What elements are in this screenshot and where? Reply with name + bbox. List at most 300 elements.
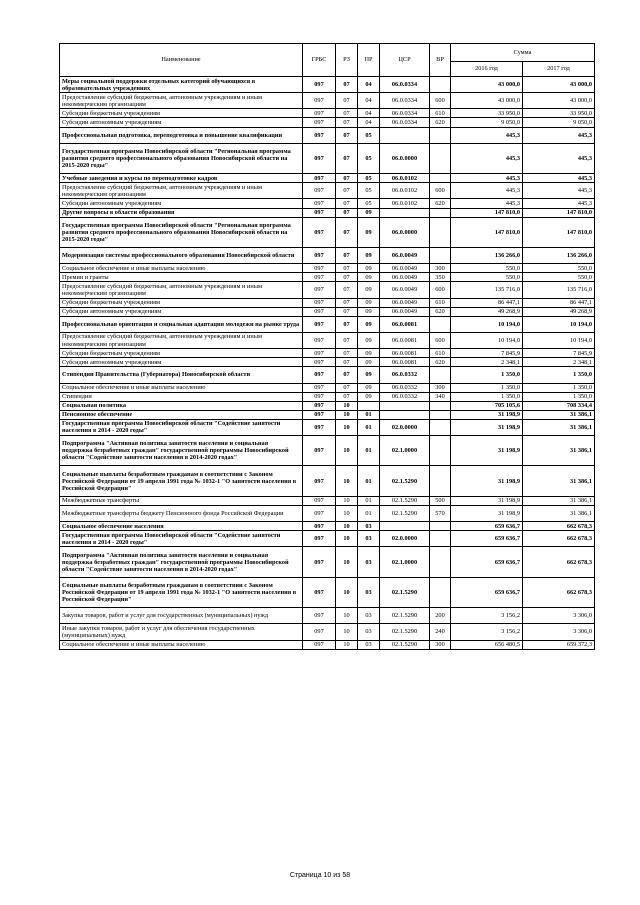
cell-name: Субсидии бюджетным учреждениям — [60, 109, 303, 118]
cell-pr: 01 — [358, 410, 380, 419]
table-row — [60, 367, 595, 383]
cell-name: Субсидии автономным учреждениям — [60, 199, 303, 208]
cell-name: Государственная программа Новосибирской области "Содействие занятости населения в 2014 - 2020 годы" — [60, 531, 303, 547]
cell-name: Учебные заведения и курсы по переподготовке кадров — [60, 174, 303, 183]
cell-grbs: 097 — [303, 367, 336, 383]
table-row — [60, 419, 595, 435]
cell-sum-2017: 86 447,1 — [523, 298, 595, 307]
cell-grbs: 097 — [303, 273, 336, 282]
cell-sum-2017: 662 678,3 — [523, 547, 595, 577]
budget-table — [59, 43, 595, 650]
cell-pr: 09 — [358, 282, 380, 298]
cell-csr — [380, 410, 430, 419]
table-row — [60, 640, 595, 649]
cell-grbs: 097 — [303, 316, 336, 332]
table-row — [60, 547, 595, 577]
cell-pr: 03 — [358, 640, 380, 649]
cell-rz: 07 — [336, 273, 358, 282]
cell-rz: 07 — [336, 316, 358, 332]
cell-vr: 610 — [430, 349, 451, 358]
budget-table-page — [59, 43, 594, 650]
cell-sum-2017: 445,3 — [523, 199, 595, 208]
cell-csr: 06.0.0332 — [380, 383, 430, 392]
cell-csr: 06.0.0332 — [380, 392, 430, 401]
header-pr: ПР — [358, 44, 380, 77]
cell-pr: 09 — [358, 208, 380, 217]
cell-name: Профессиональная ориентация и социальная адаптация молодежи на рынке труда — [60, 316, 303, 332]
cell-name: Стипендии Правительства (Губернатора) Новосибирской области — [60, 367, 303, 383]
cell-grbs: 097 — [303, 93, 336, 109]
cell-sum-2016: 9 050,0 — [451, 118, 523, 127]
cell-sum-2017: 7 845,9 — [523, 349, 595, 358]
cell-vr: 600 — [430, 282, 451, 298]
cell-sum-2016: 1 350,0 — [451, 392, 523, 401]
cell-sum-2017: 31 386,1 — [523, 505, 595, 521]
cell-csr — [380, 127, 430, 143]
table-row — [60, 410, 595, 419]
cell-vr: 620 — [430, 358, 451, 367]
table-row — [60, 505, 595, 521]
cell-pr: 03 — [358, 608, 380, 624]
cell-sum-2016: 31 198,9 — [451, 436, 523, 466]
cell-grbs: 097 — [303, 282, 336, 298]
cell-csr: 02.1.0000 — [380, 436, 430, 466]
table-row — [60, 383, 595, 392]
cell-name: Социальное обеспечение и иные выплаты населению — [60, 383, 303, 392]
cell-vr — [430, 77, 451, 93]
cell-name: Государственная программа Новосибирской области "Содействие занятости населения в 2014 - 2020 годы" — [60, 419, 303, 435]
cell-rz: 07 — [336, 174, 358, 183]
cell-sum-2016: 86 447,1 — [451, 298, 523, 307]
cell-name: Предоставление субсидий бюджетным, автономным учреждениям и иным некоммерческим организациям — [60, 183, 303, 199]
cell-vr — [430, 547, 451, 577]
cell-rz: 07 — [336, 383, 358, 392]
cell-pr: 04 — [358, 77, 380, 93]
cell-pr: 05 — [358, 174, 380, 183]
table-row — [60, 496, 595, 505]
cell-pr: 03 — [358, 624, 380, 640]
cell-csr: 06.0.0334 — [380, 93, 430, 109]
cell-name: Стипендии — [60, 392, 303, 401]
cell-name: Межбюджетные трансферты бюджету Пенсионного фонда Российской Федерации — [60, 505, 303, 521]
cell-sum-2016: 659 636,7 — [451, 577, 523, 607]
cell-sum-2016: 31 198,9 — [451, 496, 523, 505]
table-row — [60, 624, 595, 640]
cell-sum-2017: 2 348,1 — [523, 358, 595, 367]
cell-vr: 240 — [430, 624, 451, 640]
cell-vr: 340 — [430, 392, 451, 401]
cell-vr — [430, 436, 451, 466]
cell-grbs: 097 — [303, 127, 336, 143]
cell-vr: 600 — [430, 93, 451, 109]
cell-csr: 06.0.0081 — [380, 316, 430, 332]
cell-grbs: 097 — [303, 183, 336, 199]
cell-rz: 07 — [336, 199, 358, 208]
cell-csr: 06.0.0334 — [380, 118, 430, 127]
table-row — [60, 349, 595, 358]
cell-vr: 300 — [430, 264, 451, 273]
cell-pr: 05 — [358, 143, 380, 173]
cell-pr: 09 — [358, 298, 380, 307]
cell-sum-2016: 31 198,9 — [451, 419, 523, 435]
cell-grbs: 097 — [303, 608, 336, 624]
cell-csr: 02.0.0000 — [380, 419, 430, 435]
cell-sum-2016: 445,3 — [451, 199, 523, 208]
page-number: Страница 10 из 58 — [289, 872, 351, 879]
table-row — [60, 199, 595, 208]
cell-name: Подпрограмма "Активная политика занятости населения и социальная поддержка безработных граждан" государственной программы Новосибирской области "Содействие занятости населения в 2014-2020 годах" — [60, 436, 303, 466]
table-row — [60, 77, 595, 93]
cell-name: Иные закупки товаров, работ и услуг для обеспечения государственных (муниципальных) нужд — [60, 624, 303, 640]
cell-rz: 07 — [336, 208, 358, 217]
cell-csr: 06.0.0332 — [380, 367, 430, 383]
table-row — [60, 248, 595, 264]
cell-sum-2016: 49 268,9 — [451, 307, 523, 316]
cell-pr: 09 — [358, 307, 380, 316]
cell-name: Премии и гранты — [60, 273, 303, 282]
cell-sum-2016: 659 636,7 — [451, 531, 523, 547]
table-row — [60, 298, 595, 307]
table-row — [60, 392, 595, 401]
cell-grbs: 097 — [303, 496, 336, 505]
cell-csr: 02.1.5290 — [380, 624, 430, 640]
cell-csr: 06.0.0102 — [380, 199, 430, 208]
cell-grbs: 097 — [303, 624, 336, 640]
cell-name: Закупка товаров, работ и услуг для государственных (муниципальных) нужд — [60, 608, 303, 624]
cell-name: Предоставление субсидий бюджетным, автономным учреждениям и иным некоммерческим организациям — [60, 332, 303, 348]
cell-pr: 03 — [358, 577, 380, 607]
cell-grbs: 097 — [303, 383, 336, 392]
cell-sum-2017: 3 306,0 — [523, 624, 595, 640]
table-row — [60, 307, 595, 316]
cell-pr: 09 — [358, 273, 380, 282]
cell-vr: 620 — [430, 118, 451, 127]
cell-rz: 10 — [336, 496, 358, 505]
cell-vr — [430, 410, 451, 419]
cell-pr: 05 — [358, 183, 380, 199]
cell-rz: 10 — [336, 410, 358, 419]
cell-sum-2016: 7 845,9 — [451, 349, 523, 358]
cell-sum-2017: 550,0 — [523, 273, 595, 282]
cell-pr: 04 — [358, 109, 380, 118]
cell-sum-2017: 550,0 — [523, 264, 595, 273]
table-row — [60, 358, 595, 367]
cell-pr: 01 — [358, 505, 380, 521]
cell-sum-2017: 31 386,1 — [523, 466, 595, 496]
cell-sum-2017: 662 678,3 — [523, 522, 595, 531]
cell-csr: 06.0.0081 — [380, 358, 430, 367]
cell-pr: 09 — [358, 316, 380, 332]
cell-name: Государственная программа Новосибирской области "Региональная программа развития среднего профессионального образования Новосибирской области на 2015-2020 годы" — [60, 143, 303, 173]
cell-rz: 07 — [336, 109, 358, 118]
cell-pr: 05 — [358, 127, 380, 143]
header-vr: ВР — [430, 44, 451, 77]
cell-sum-2016: 147 810,0 — [451, 208, 523, 217]
cell-grbs: 097 — [303, 358, 336, 367]
cell-csr: 02.1.5290 — [380, 496, 430, 505]
cell-vr: 620 — [430, 307, 451, 316]
table-row — [60, 401, 595, 410]
cell-name: Пенсионное обеспечение — [60, 410, 303, 419]
cell-sum-2017: 31 386,1 — [523, 496, 595, 505]
cell-sum-2017: 1 350,0 — [523, 383, 595, 392]
cell-grbs: 097 — [303, 410, 336, 419]
cell-grbs: 097 — [303, 248, 336, 264]
cell-grbs: 097 — [303, 436, 336, 466]
cell-sum-2017: 31 386,1 — [523, 436, 595, 466]
cell-name: Социальные выплаты безработным гражданам в соответствии с Законом Российской Федерации от 19 апреля 1991 года № 1032-1 "О занятости населения в Российской Федерации" — [60, 577, 303, 607]
cell-csr: 06.0.0049 — [380, 264, 430, 273]
cell-rz: 07 — [336, 367, 358, 383]
cell-rz: 07 — [336, 183, 358, 199]
cell-pr: 01 — [358, 419, 380, 435]
cell-name: Социальное обеспечение населения — [60, 522, 303, 531]
cell-grbs: 097 — [303, 217, 336, 247]
cell-rz: 10 — [336, 608, 358, 624]
cell-sum-2017: 445,3 — [523, 127, 595, 143]
cell-rz: 10 — [336, 531, 358, 547]
cell-rz: 10 — [336, 466, 358, 496]
cell-pr: 01 — [358, 496, 380, 505]
cell-name: Модернизация системы профессионального образования Новосибирской области — [60, 248, 303, 264]
cell-pr: 09 — [358, 392, 380, 401]
cell-vr — [430, 531, 451, 547]
cell-pr: 01 — [358, 466, 380, 496]
cell-rz: 10 — [336, 522, 358, 531]
cell-sum-2016: 135 716,0 — [451, 282, 523, 298]
cell-grbs: 097 — [303, 298, 336, 307]
cell-name: Субсидии бюджетным учреждениям — [60, 298, 303, 307]
cell-vr: 300 — [430, 383, 451, 392]
cell-vr — [430, 522, 451, 531]
cell-csr: 02.1.5290 — [380, 608, 430, 624]
cell-vr: 610 — [430, 298, 451, 307]
cell-sum-2016: 3 156,2 — [451, 608, 523, 624]
cell-sum-2016: 33 950,0 — [451, 109, 523, 118]
cell-csr — [380, 401, 430, 410]
cell-sum-2017: 147 810,0 — [523, 208, 595, 217]
cell-csr: 06.0.0081 — [380, 349, 430, 358]
table-row — [60, 522, 595, 531]
cell-rz: 07 — [336, 264, 358, 273]
cell-sum-2016: 31 198,9 — [451, 466, 523, 496]
cell-pr: 09 — [358, 367, 380, 383]
cell-sum-2017: 662 678,3 — [523, 577, 595, 607]
header-sum: Сумма — [451, 44, 595, 62]
cell-sum-2016: 10 194,0 — [451, 332, 523, 348]
cell-sum-2017: 445,3 — [523, 174, 595, 183]
cell-name: Межбюджетные трансферты — [60, 496, 303, 505]
cell-sum-2016: 659 636,7 — [451, 547, 523, 577]
cell-grbs: 097 — [303, 547, 336, 577]
cell-grbs: 097 — [303, 392, 336, 401]
cell-sum-2016: 705 105,6 — [451, 401, 523, 410]
cell-vr: 620 — [430, 199, 451, 208]
cell-csr: 02.0.0000 — [380, 531, 430, 547]
cell-vr — [430, 577, 451, 607]
cell-vr: 600 — [430, 183, 451, 199]
cell-sum-2017: 662 678,3 — [523, 531, 595, 547]
table-row — [60, 208, 595, 217]
cell-grbs: 097 — [303, 466, 336, 496]
cell-sum-2016: 43 000,0 — [451, 93, 523, 109]
table-row — [60, 282, 595, 298]
cell-sum-2016: 445,3 — [451, 174, 523, 183]
cell-pr: 09 — [358, 383, 380, 392]
cell-vr — [430, 466, 451, 496]
cell-grbs: 097 — [303, 118, 336, 127]
cell-grbs: 097 — [303, 401, 336, 410]
cell-csr: 06.0.0000 — [380, 217, 430, 247]
cell-pr: 03 — [358, 531, 380, 547]
cell-sum-2017: 10 194,0 — [523, 332, 595, 348]
cell-vr — [430, 208, 451, 217]
cell-pr: 04 — [358, 93, 380, 109]
cell-name: Меры социальной поддержки отдельных категорий обучающихся в образовательных учреждениях — [60, 77, 303, 93]
cell-grbs: 097 — [303, 208, 336, 217]
cell-sum-2016: 1 350,0 — [451, 367, 523, 383]
cell-sum-2016: 2 348,1 — [451, 358, 523, 367]
cell-sum-2016: 1 350,0 — [451, 383, 523, 392]
cell-sum-2016: 550,0 — [451, 264, 523, 273]
cell-vr: 300 — [430, 640, 451, 649]
cell-csr: 06.0.0049 — [380, 248, 430, 264]
cell-sum-2016: 10 194,0 — [451, 316, 523, 332]
cell-sum-2016: 43 000,0 — [451, 77, 523, 93]
cell-csr — [380, 522, 430, 531]
cell-sum-2017: 3 306,0 — [523, 608, 595, 624]
cell-name: Социальная политика — [60, 401, 303, 410]
cell-sum-2017: 445,3 — [523, 143, 595, 173]
cell-grbs: 097 — [303, 349, 336, 358]
cell-name: Субсидии автономным учреждениям — [60, 307, 303, 316]
table-row — [60, 316, 595, 332]
cell-rz: 07 — [336, 93, 358, 109]
cell-rz: 10 — [336, 577, 358, 607]
cell-rz: 07 — [336, 118, 358, 127]
cell-sum-2017: 31 386,1 — [523, 419, 595, 435]
table-row — [60, 332, 595, 348]
cell-sum-2017: 708 334,4 — [523, 401, 595, 410]
cell-pr — [358, 401, 380, 410]
cell-vr: 610 — [430, 109, 451, 118]
cell-rz: 07 — [336, 358, 358, 367]
cell-sum-2017: 43 000,0 — [523, 93, 595, 109]
table-row — [60, 436, 595, 466]
cell-rz: 10 — [336, 401, 358, 410]
cell-grbs: 097 — [303, 174, 336, 183]
cell-pr: 09 — [358, 349, 380, 358]
cell-sum-2016: 147 810,0 — [451, 217, 523, 247]
cell-vr — [430, 127, 451, 143]
table-body — [60, 77, 595, 650]
cell-sum-2017: 9 050,0 — [523, 118, 595, 127]
cell-sum-2017: 445,3 — [523, 183, 595, 199]
table-row — [60, 531, 595, 547]
cell-grbs: 097 — [303, 264, 336, 273]
cell-name: Другие вопросы в области образования — [60, 208, 303, 217]
table-row — [60, 273, 595, 282]
table-row — [60, 608, 595, 624]
cell-sum-2017: 43 000,0 — [523, 77, 595, 93]
cell-pr: 01 — [358, 436, 380, 466]
table-row — [60, 109, 595, 118]
cell-name: Государственная программа Новосибирской области "Региональная программа развития среднего профессионального образования Новосибирской области на 2015-2020 годы" — [60, 217, 303, 247]
cell-pr: 05 — [358, 199, 380, 208]
cell-name: Предоставление субсидий бюджетным, автономным учреждениям и иным некоммерческим организациям — [60, 93, 303, 109]
cell-sum-2016: 31 198,9 — [451, 505, 523, 521]
cell-rz: 07 — [336, 217, 358, 247]
cell-name: Социальное обеспечение и иные выплаты населению — [60, 640, 303, 649]
cell-csr: 06.0.0049 — [380, 273, 430, 282]
cell-name: Социальные выплаты безработным гражданам в соответствии с Законом Российской Федерации от 19 апреля 1991 года № 1032-1 "О занятости населения в Российской Федерации" — [60, 466, 303, 496]
cell-csr: 06.0.0102 — [380, 183, 430, 199]
cell-sum-2016: 445,3 — [451, 183, 523, 199]
cell-vr — [430, 248, 451, 264]
cell-grbs: 097 — [303, 640, 336, 649]
cell-grbs: 097 — [303, 531, 336, 547]
table-row — [60, 217, 595, 247]
cell-grbs: 097 — [303, 505, 336, 521]
cell-rz: 07 — [336, 392, 358, 401]
table-row — [60, 466, 595, 496]
cell-csr: 06.0.0081 — [380, 332, 430, 348]
cell-grbs: 097 — [303, 77, 336, 93]
cell-rz: 07 — [336, 248, 358, 264]
table-row — [60, 127, 595, 143]
cell-sum-2016: 550,0 — [451, 273, 523, 282]
cell-sum-2017: 49 268,9 — [523, 307, 595, 316]
cell-sum-2017: 135 716,0 — [523, 282, 595, 298]
cell-grbs: 097 — [303, 522, 336, 531]
cell-grbs: 097 — [303, 307, 336, 316]
cell-sum-2017: 147 810,0 — [523, 217, 595, 247]
cell-vr: 500 — [430, 496, 451, 505]
header-grbs: ГРБС — [303, 44, 336, 77]
cell-sum-2016: 445,3 — [451, 143, 523, 173]
cell-name: Предоставление субсидий бюджетным, автономным учреждениям и иным некоммерческим организациям — [60, 282, 303, 298]
cell-csr: 06.0.0102 — [380, 174, 430, 183]
cell-csr: 02.1.5290 — [380, 577, 430, 607]
cell-vr — [430, 316, 451, 332]
cell-rz: 10 — [336, 547, 358, 577]
cell-rz: 07 — [336, 282, 358, 298]
cell-csr: 02.1.0000 — [380, 547, 430, 577]
cell-pr: 03 — [358, 547, 380, 577]
cell-pr: 09 — [358, 248, 380, 264]
table-row — [60, 577, 595, 607]
cell-sum-2016: 31 198,9 — [451, 410, 523, 419]
cell-csr: 06.0.0049 — [380, 298, 430, 307]
header-rz: РЗ — [336, 44, 358, 77]
table-row — [60, 174, 595, 183]
cell-rz: 07 — [336, 332, 358, 348]
cell-grbs: 097 — [303, 199, 336, 208]
table-row — [60, 93, 595, 109]
cell-rz: 10 — [336, 419, 358, 435]
table-row — [60, 264, 595, 273]
cell-vr — [430, 174, 451, 183]
cell-sum-2016: 136 266,0 — [451, 248, 523, 264]
cell-sum-2017: 10 194,0 — [523, 316, 595, 332]
cell-rz: 10 — [336, 624, 358, 640]
cell-name: Субсидии автономным учреждениям — [60, 118, 303, 127]
cell-pr: 03 — [358, 522, 380, 531]
cell-grbs: 097 — [303, 332, 336, 348]
cell-rz: 07 — [336, 77, 358, 93]
cell-vr — [430, 401, 451, 410]
cell-name: Субсидии автономным учреждениям — [60, 358, 303, 367]
